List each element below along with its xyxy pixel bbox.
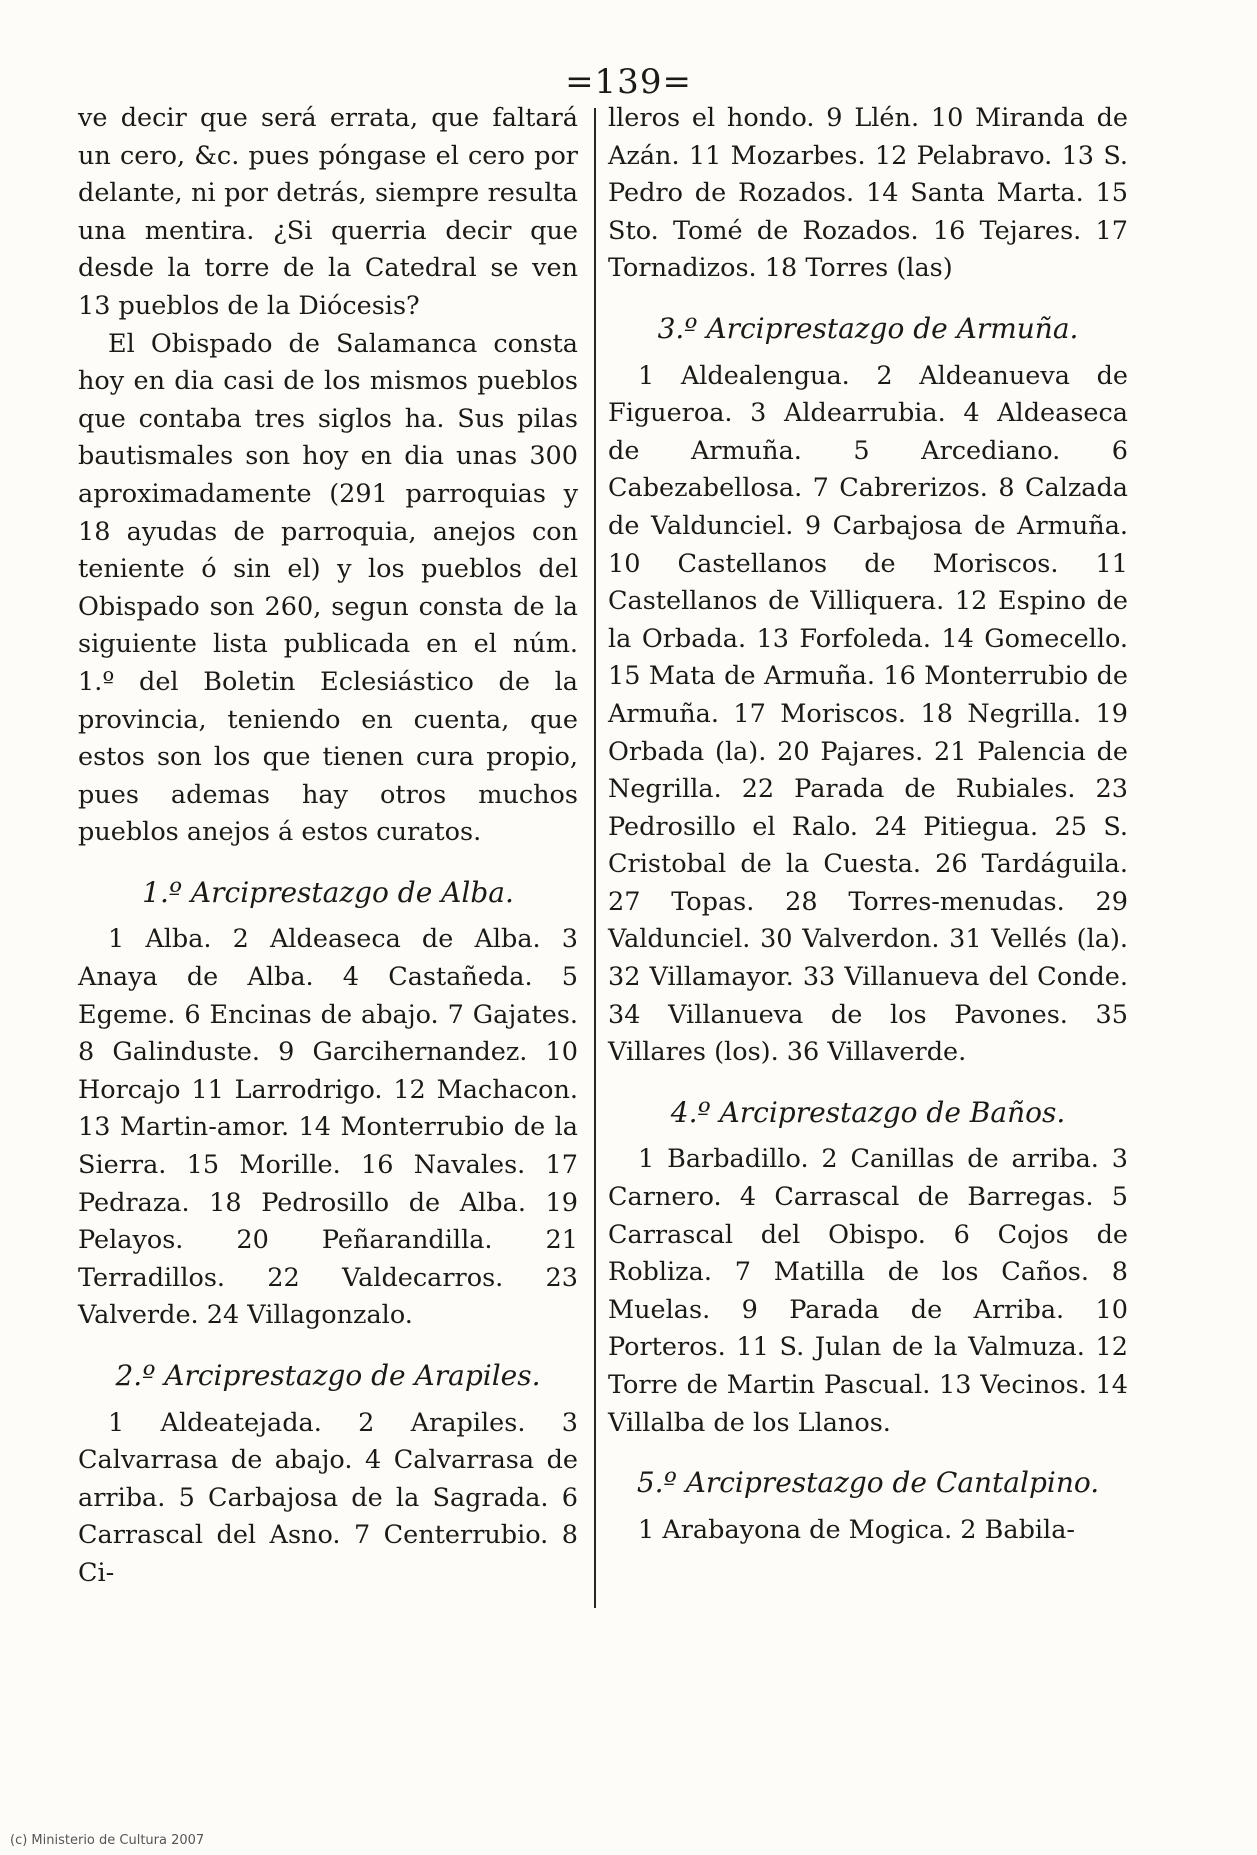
parish-list: 1 Alba. 2 Aldeaseca de Alba. 3 Anaya de Alba. 4 Castañeda. 5 Egeme. 6 Encinas de abajo. 7 Gajates. 8 Galinduste. 9 Garcihernandez. 10 Horcajo 11 Larrodrigo. 12 Machacon. 13 Martin-amor. 14 Monterrubio de la Sierra. 15 Morille. 16 Navales. 17 Pedraza. 18 Pedrosillo de Alba. 19 Pelayos. 20 Peñarandilla. 21 Terradillos. 22 Valdecarros. 23 Valverde. 24 Villagonzalo.: [78, 924, 578, 1331]
page-number: =139=: [565, 62, 692, 102]
parish-list: 1 Aldeatejada. 2 Arapiles. 3 Calvarrasa de abajo. 4 Calvarrasa de arriba. 5 Carbajosa de la Sagrada. 6 Carrascal del Asno. 7 Centerrubio. 8 Ci-: [78, 1407, 578, 1588]
section-heading: 5.º Arciprestazgo de Cantalpino.: [636, 1466, 1100, 1500]
copyright-notice: (c) Ministerio de Cultura 2007: [10, 1833, 205, 1848]
parish-list: 1 Aldealengua. 2 Aldeanueva de Figueroa. 3 Aldearrubia. 4 Aldeaseca de Armuña. 5 Arcediano. 6 Cabezabellosa. 7 Cabrerizos. 8 Calzada de Valdunciel. 9 Carbajosa de Armuña. 10 Castellanos de Moriscos. 11 Castellanos de Villiquera. 12 Espino de la Orbada. 13 Forfoleda. 14 Gomecello. 15 Mata de Armuña. 16 Monterrubio de Armuña. 17 Moriscos. 18 Negrilla. 19 Orbada (la). 20 Pajares. 21 Palencia de Negrilla. 22 Parada de Rubiales. 23 Pedrosillo el Ralo. 24 Pitiegua. 25 S. Cristobal de la Cuesta. 26 Tardáguila. 27 Topas. 28 Torres-menudas. 29 Valdunciel. 30 Valverdon. 31 Vellés (la). 32 Villamayor. 33 Villanueva del Conde. 34 Villanueva de los Pavones. 35 Villares (los). 36 Villaverde.: [608, 360, 1128, 1068]
parish-list: 1 Arabayona de Mogica. 2 Babila-: [638, 1514, 1076, 1545]
section-heading: 3.º Arciprestazgo de Armuña.: [657, 311, 1079, 345]
left-column: [78, 100, 578, 1593]
paragraph: El Obispado de Salamanca consta hoy en dia casi de los mismos pueblos que contaba tres siglos ha. Sus pilas bautismales son hoy en dia unas 300 aproximadamente (291 parroquias y 18 ayudas de parroquia, anejos con teniente ó sin el) y los pueblos del Obispado son 260, segun consta de la siguiente lista publicada en el núm. 1.º del Boletin Eclesiástico de la provincia, teniendo en cuenta, que estos son los que tienen cura propio, pues ademas hay otros muchos pueblos anejos á estos curatos.: [78, 328, 578, 848]
right-column: [608, 100, 1128, 1549]
column-divider: [594, 108, 596, 1608]
section-heading: 4.º Arciprestazgo de Baños.: [670, 1095, 1066, 1129]
paragraph: lleros el hondo. 9 Llén. 10 Miranda de Azán. 11 Mozarbes. 12 Pelabravo. 13 S. Pedro de Rozados. 14 Santa Marta. 15 Sto. Tomé de Rozados. 16 Tejares. 17 Tornadizos. 18 Torres (las): [608, 103, 1128, 284]
parish-list: 1 Barbadillo. 2 Canillas de arriba. 3 Carnero. 4 Carrascal de Barregas. 5 Carrascal del Obispo. 6 Cojos de Robliza. 7 Matilla de los Caños. 8 Muelas. 9 Parada de Arriba. 10 Porteros. 11 S. Julan de la Valmuza. 12 Torre de Martin Pascual. 13 Vecinos. 14 Villalba de los Llanos.: [608, 1144, 1128, 1438]
section-heading: 2.º Arciprestazgo de Arapiles.: [115, 1359, 541, 1392]
paragraph: ve decir que será errata, que faltará un cero, &c. pues póngase el cero por delante, ni por detrás, siempre resulta una mentira. ¿Si querria decir que desde la torre de la Catedral se ven 13 pueblos de la Diócesis?: [78, 103, 578, 321]
section-heading: 1.º Arciprestazgo de Alba.: [142, 875, 514, 909]
